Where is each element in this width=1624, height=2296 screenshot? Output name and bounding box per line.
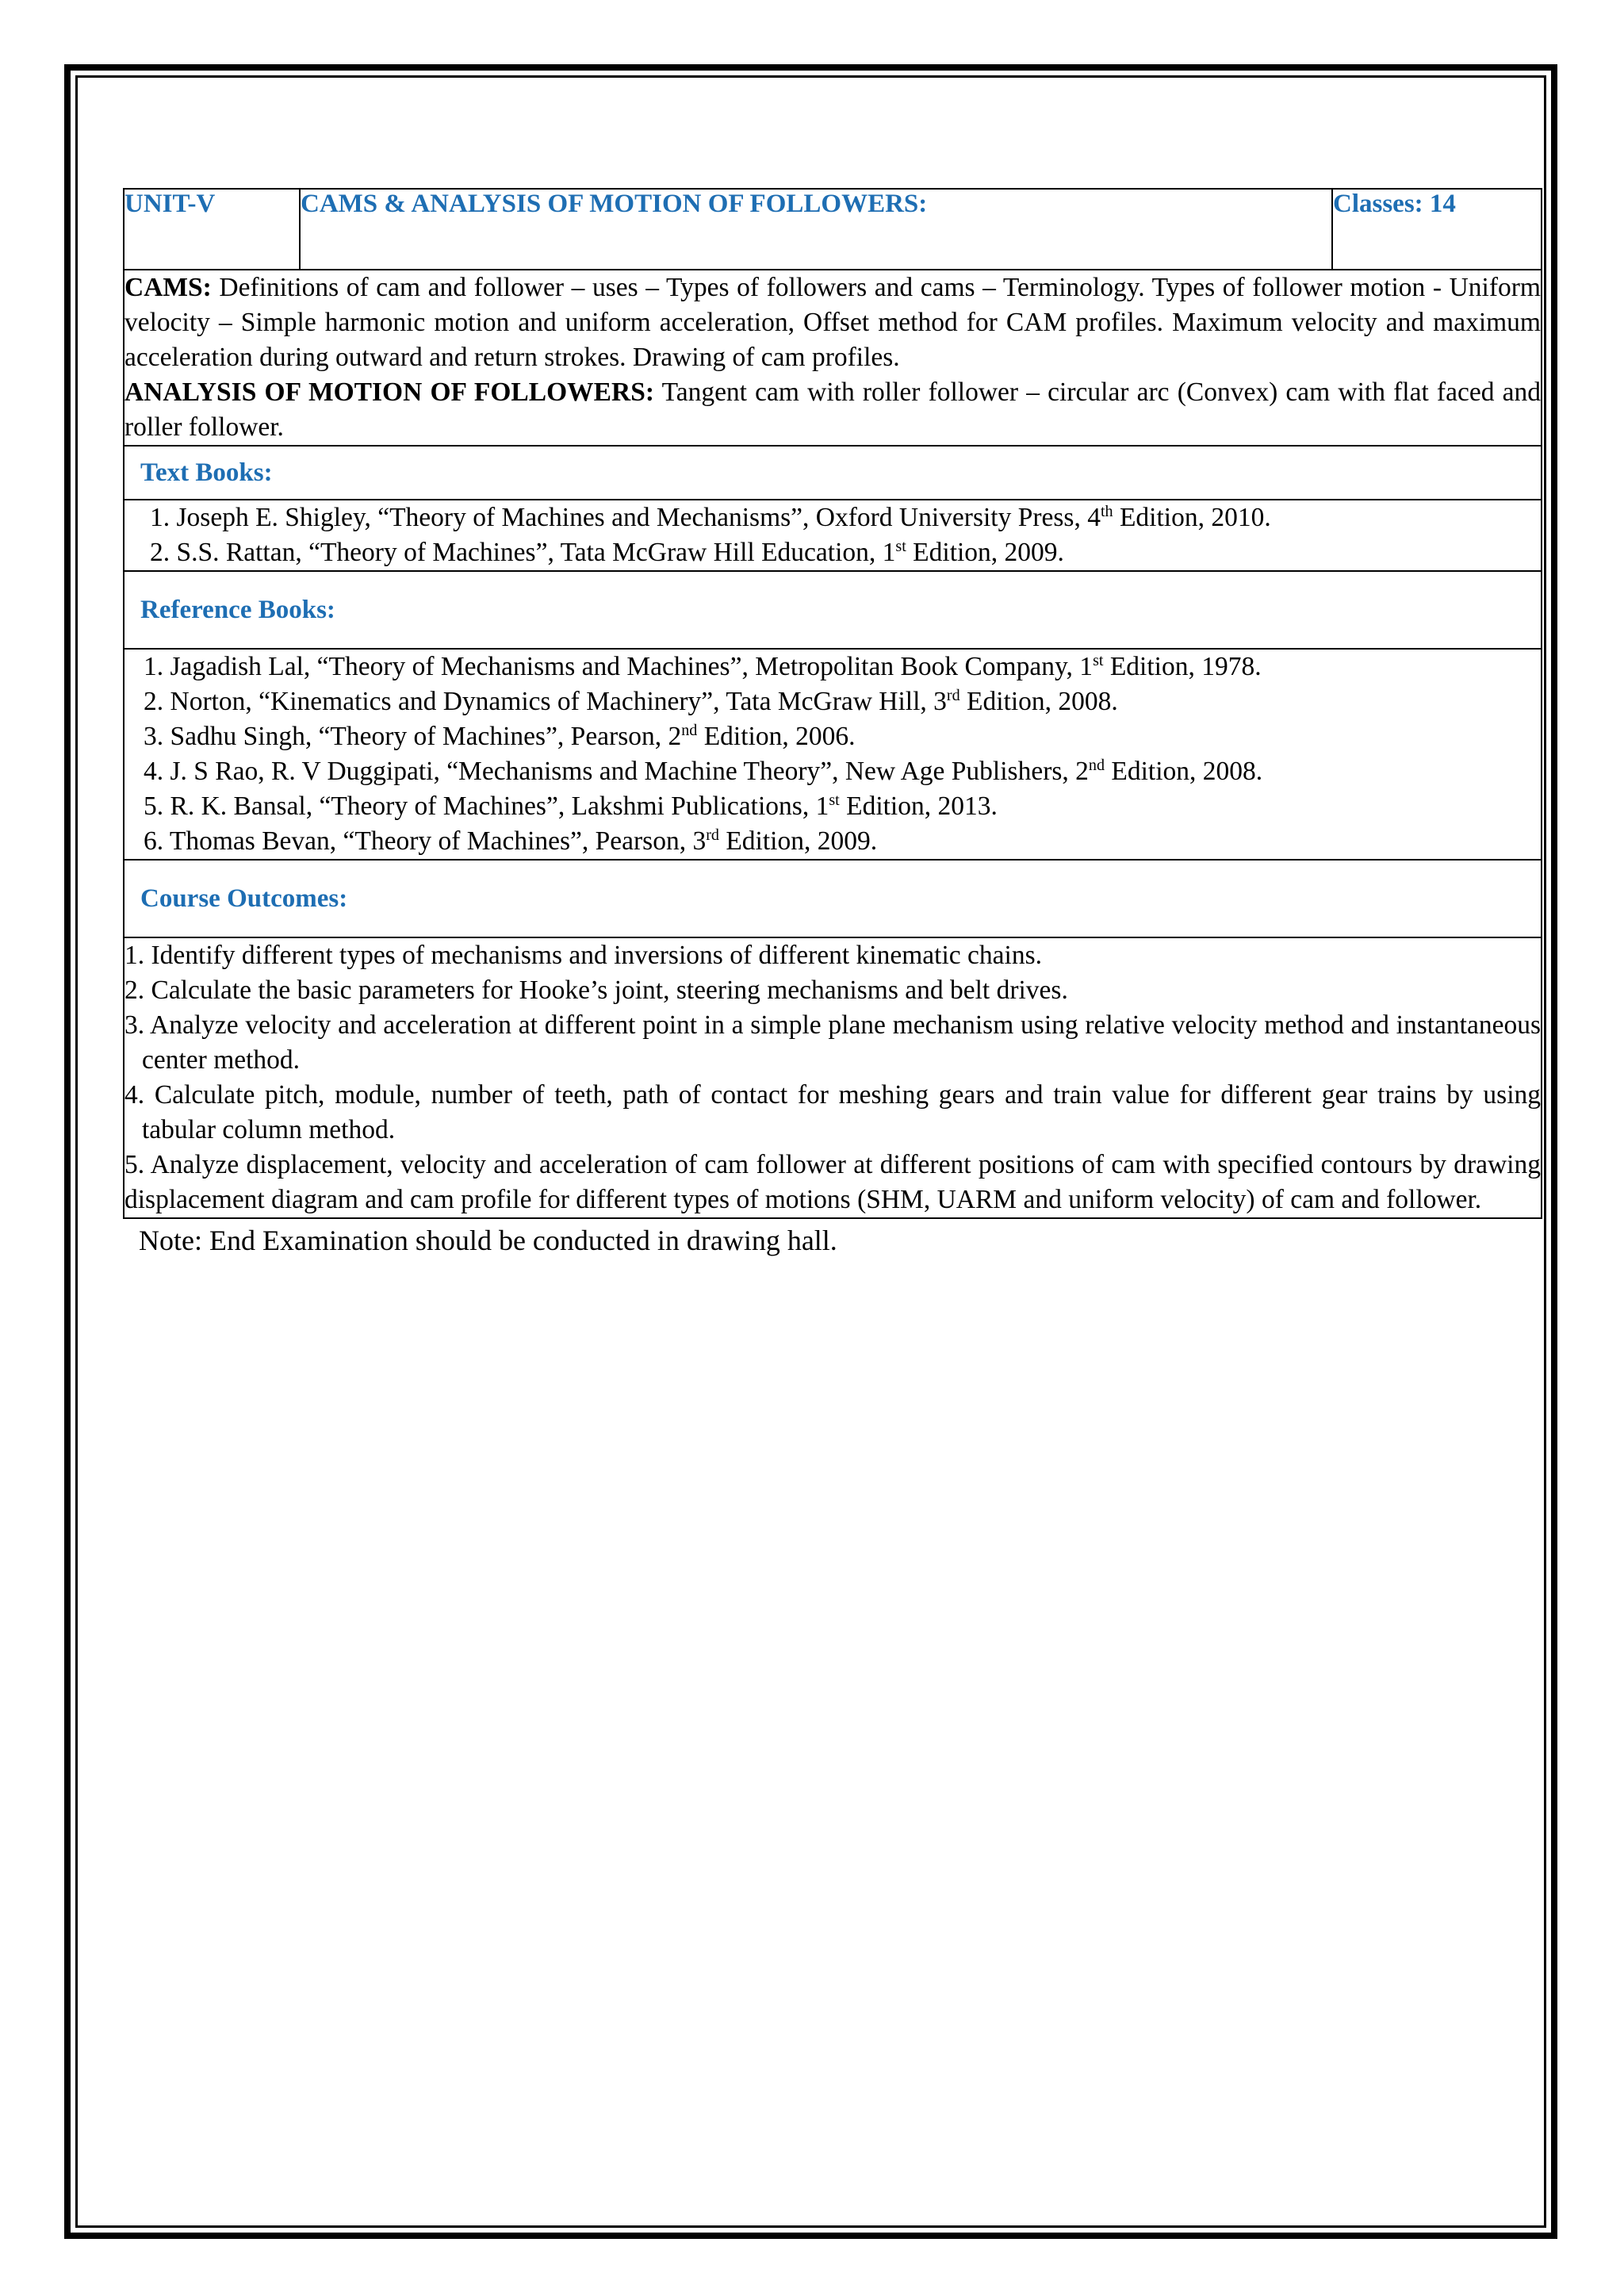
course-outcomes-list xyxy=(124,938,1541,1217)
reference-book-item-text: 1. Jagadish Lal, “Theory of Mechanisms and Machines”, Metropolitan Book Company, 1 xyxy=(144,652,1094,681)
reference-book-item-text: 3. Sadhu Singh, “Theory of Machines”, Pearson, 2 xyxy=(144,722,682,751)
reference-book-item-edition: Edition, 2008. xyxy=(1105,757,1263,786)
course-outcomes-row xyxy=(124,937,1542,1218)
reference-book-item-text: 5. R. K. Bansal, “Theory of Machines”, Lakshmi Publications, 1 xyxy=(144,792,829,821)
reference-book-item-edition: Edition, 1978. xyxy=(1103,652,1262,681)
reference-books-list xyxy=(144,650,1541,859)
reference-book-item-text: 4. J. S Rao, R. V Duggipati, “Mechanisms and Machine Theory”, New Age Publishers, 2 xyxy=(144,757,1089,786)
reference-book-item xyxy=(144,754,1541,789)
reference-book-item-edition: Edition, 2006. xyxy=(697,722,856,751)
course-outcome-item: 5. Analyze displacement, velocity and acceleration of cam follower at different positions of cam with specified contours by drawing displacement diagram and cam profile for different types of motions (SHM, UARM and uniform velocity) of cam and follower. xyxy=(124,1150,1541,1214)
reference-book-item xyxy=(144,789,1541,824)
text-book-item xyxy=(150,535,1541,570)
classes-count: Classes: 14 xyxy=(1332,189,1542,270)
reference-book-item-text: 6. Thomas Bevan, “Theory of Machines”, Pearson, 3 xyxy=(144,826,707,856)
text-books-heading: Text Books: xyxy=(124,446,1542,500)
reference-book-item-ordinal: st xyxy=(1093,651,1104,669)
analysis-label: ANALYSIS OF MOTION OF FOLLOWERS: xyxy=(124,378,654,407)
text-books-list xyxy=(150,500,1541,570)
course-outcome-item: 1. Identify different types of mechanisms and inversions of different kinematic chains. xyxy=(124,941,1042,970)
text-books-cell xyxy=(124,500,1542,571)
text-book-item xyxy=(150,500,1541,535)
course-outcome-item: 2. Calculate the basic parameters for Hooke’s joint, steering mechanisms and belt drives. xyxy=(124,976,1068,1005)
syllabus-row xyxy=(124,270,1542,446)
reference-book-item-ordinal: rd xyxy=(946,686,960,704)
exam-note: Note: End Examination should be conducted in drawing hall. xyxy=(139,1225,837,1256)
reference-book-item-edition: Edition, 2009. xyxy=(718,826,878,856)
course-outcomes-cell xyxy=(124,937,1542,1218)
cams-text: Definitions of cam and follower – uses – Types of followers and cams – Terminology. Types of follower motion - Uniform velocity – Simple harmonic motion and uniform acceleration, Offset method for CAM profiles. Maximum velocity and maximum acceleration during outward and return strokes. Drawing of cam profiles. xyxy=(124,273,1541,372)
analysis-text: Tangent cam with roller follower – circular arc (Convex) cam with flat faced and roller follower. xyxy=(124,378,1541,442)
text-book-item-text: 1. Joseph E. Shigley, “Theory of Machines and Mechanisms”, Oxford University Press, 4 xyxy=(150,503,1101,532)
syllabus-content xyxy=(123,188,1541,1257)
course-outcome-item: 4. Calculate pitch, module, number of teeth, path of contact for meshing gears and train value for different gear trains by using tabular column method. xyxy=(124,1080,1541,1144)
course-outcomes-heading-row xyxy=(124,860,1542,937)
reference-books-heading-row xyxy=(124,571,1542,649)
reference-books-heading: Reference Books: xyxy=(124,571,1542,649)
reference-book-item-edition: Edition, 2013. xyxy=(839,792,998,821)
text-books-row xyxy=(124,500,1542,571)
reference-book-item-ordinal: nd xyxy=(1088,756,1105,774)
reference-book-item xyxy=(144,719,1541,754)
text-book-item-ordinal: st xyxy=(895,537,906,555)
syllabus-text xyxy=(124,270,1542,446)
unit-label: UNIT-V xyxy=(124,189,300,270)
reference-book-item-ordinal: st xyxy=(829,791,840,809)
reference-books-row xyxy=(124,649,1542,860)
reference-book-item-ordinal: rd xyxy=(706,826,719,844)
reference-book-item-text: 2. Norton, “Kinematics and Dynamics of Machinery”, Tata McGraw Hill, 3 xyxy=(144,687,947,716)
reference-book-item xyxy=(144,684,1541,719)
text-book-item-text: 2. S.S. Rattan, “Theory of Machines”, Tata McGraw Hill Education, 1 xyxy=(150,538,896,567)
course-outcomes-heading: Course Outcomes: xyxy=(124,860,1542,937)
text-book-item-edition: Edition, 2010. xyxy=(1113,503,1271,532)
reference-books-cell xyxy=(124,649,1542,860)
cams-label: CAMS: xyxy=(124,273,212,302)
reference-book-item xyxy=(144,650,1541,684)
syllabus-table xyxy=(123,188,1542,1219)
course-outcome-item: 3. Analyze velocity and acceleration at different point in a simple plane mechanism using relative velocity method and instantaneous center method. xyxy=(124,1010,1541,1075)
reference-book-item-edition: Edition, 2008. xyxy=(959,687,1118,716)
reference-book-item xyxy=(144,824,1541,859)
text-book-item-ordinal: th xyxy=(1100,502,1113,520)
text-book-item-edition: Edition, 2009. xyxy=(906,538,1064,567)
reference-book-item-ordinal: nd xyxy=(681,721,698,739)
unit-title: CAMS & ANALYSIS OF MOTION OF FOLLOWERS: xyxy=(300,189,1332,270)
text-books-heading-row xyxy=(124,446,1542,500)
unit-header-row xyxy=(124,189,1542,270)
